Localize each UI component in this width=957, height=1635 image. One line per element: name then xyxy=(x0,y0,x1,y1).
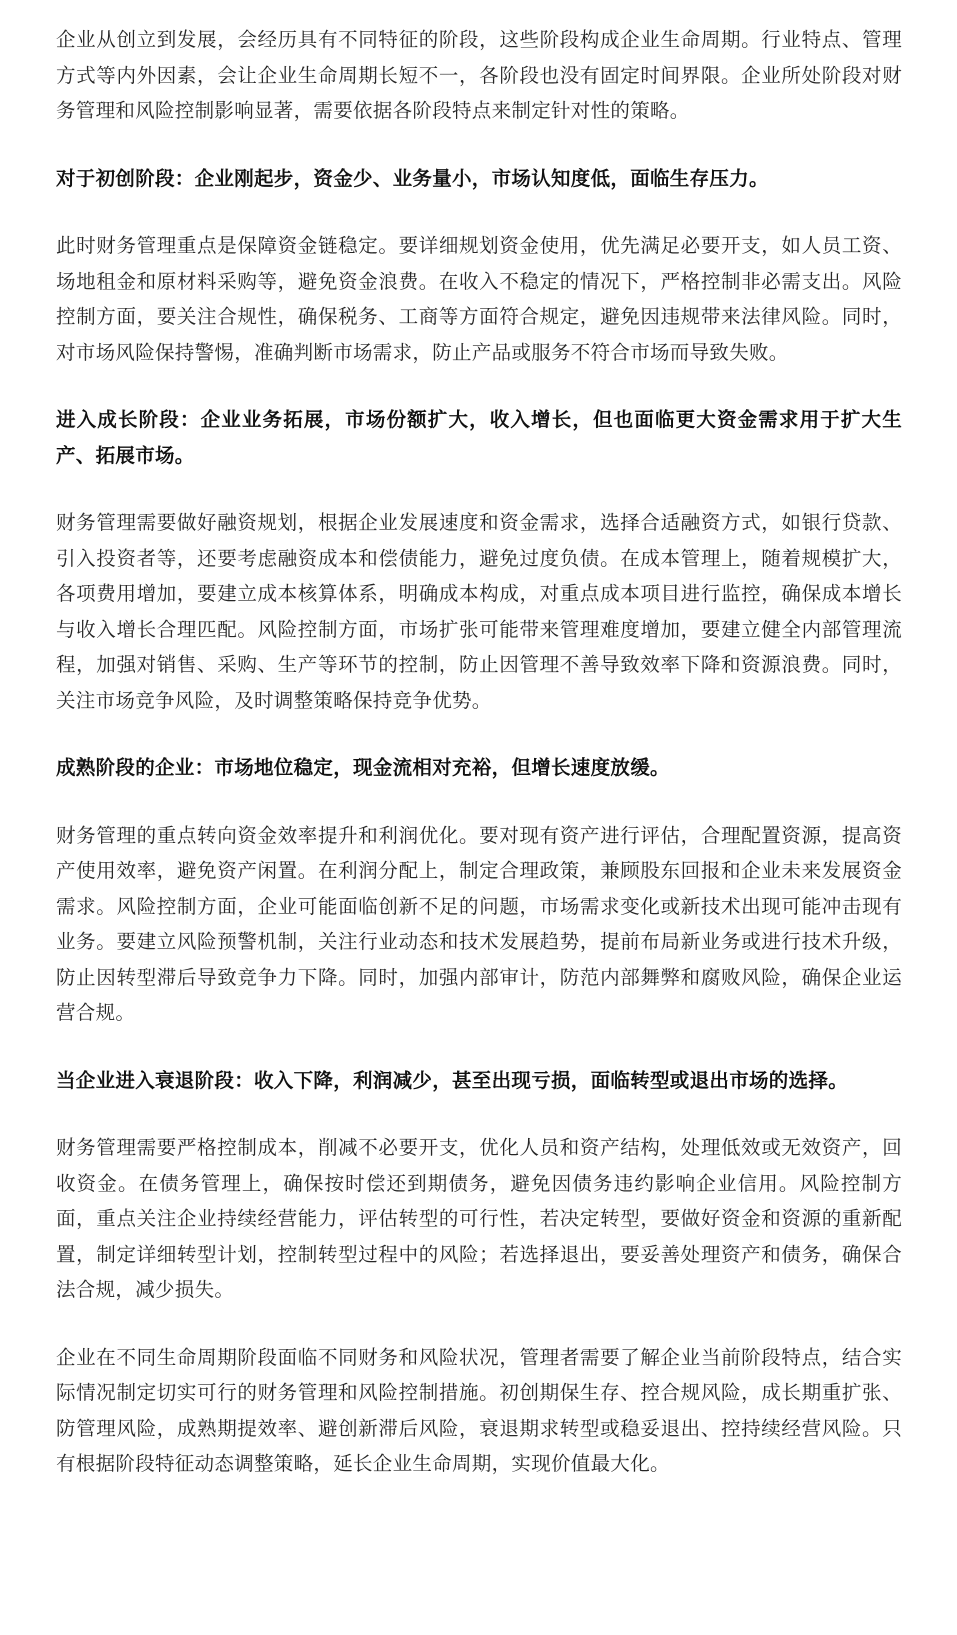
startup-stage-paragraph: 此时财务管理重点是保障资金链稳定。要详细规划资金使用，优先满足必要开支，如人员工资、场地租金和原材料采购等，避免资金浪费。在收入不稳定的情况下，严格控制非必需支出。风险控制方面，要关注合规性，确保税务、工商等方面符合规定，避免因违规带来法律风险。同时，对市场风险保持警惕，准确判断市场需求，防止产品或服务不符合市场而导致失败。 xyxy=(56,234,902,364)
mature-stage-paragraph: 财务管理的重点转向资金效率提升和利润优化。要对现有资产进行评估，合理配置资源，提高资产使用效率，避免资产闲置。在利润分配上，制定合理政策，兼顾股东回报和企业未来发展资金需求。风险控制方面，企业可能面临创新不足的问题，市场需求变化或新技术出现可能冲击现有业务。要建立风险预警机制，关注行业动态和技术发展趋势，提前布局新业务或进行技术升级，防止因转型滞后导致竞争力下降。同时，加强内部审计，防范内部舞弊和腐败风险，确保企业运营合规。 xyxy=(56,823,902,1024)
growth-stage-heading: 进入成长阶段：企业业务拓展，市场份额扩大，收入增长，但也面临更大资金需求用于扩大生产、拓展市场。 xyxy=(56,408,902,467)
conclusion-paragraph: 企业在不同生命周期阶段面临不同财务和风险状况，管理者需要了解企业当前阶段特点，结合实际情况制定切实可行的财务管理和风险控制措施。初创期保生存、控合规风险，成长期重扩张、防管理风险，成熟期提效率、避创新滞后风险，衰退期求转型或稳妥退出、控持续经营风险。只有根据阶段特征动态调整策略，延长企业生命周期，实现价值最大化。 xyxy=(56,1345,902,1475)
decline-stage-paragraph: 财务管理需要严格控制成本，削减不必要开支，优化人员和资产结构，处理低效或无效资产，回收资金。在债务管理上，确保按时偿还到期债务，避免因债务违约影响企业信用。风险控制方面，重点关注企业持续经营能力，评估转型的可行性，若决定转型，要做好资金和资源的重新配置，制定详细转型计划，控制转型过程中的风险；若选择退出，要妥善处理资产和债务，确保合法合规，减少损失。 xyxy=(56,1136,902,1301)
article xyxy=(56,22,902,1514)
intro-paragraph: 企业从创立到发展，会经历具有不同特征的阶段，这些阶段构成企业生命周期。行业特点、管理方式等内外因素，会让企业生命周期长短不一，各阶段也没有固定时间界限。企业所处阶段对财务管理和风险控制影响显著，需要依据各阶段特点来制定针对性的策略。 xyxy=(56,28,902,122)
growth-stage-paragraph: 财务管理需要做好融资规划，根据企业发展速度和资金需求，选择合适融资方式，如银行贷款、引入投资者等，还要考虑融资成本和偿债能力，避免过度负债。在成本管理上，随着规模扩大，各项费用增加，要建立成本核算体系，明确成本构成，对重点成本项目进行监控，确保成本增长与收入增长合理匹配。风险控制方面，市场扩张可能带来管理难度增加，要建立健全内部管理流程，加强对销售、采购、生产等环节的控制，防止因管理不善导致效率下降和资源浪费。同时，关注市场竞争风险，及时调整策略保持竞争优势。 xyxy=(56,511,902,712)
startup-stage-heading: 对于初创阶段：企业刚起步，资金少、业务量小，市场认知度低，面临生存压力。 xyxy=(56,166,769,190)
mature-stage-heading: 成熟阶段的企业：市场地位稳定，现金流相对充裕，但增长速度放缓。 xyxy=(56,756,670,779)
decline-stage-heading: 当企业进入衰退阶段：收入下降，利润减少，甚至出现亏损，面临转型或退出市场的选择。 xyxy=(56,1068,849,1092)
